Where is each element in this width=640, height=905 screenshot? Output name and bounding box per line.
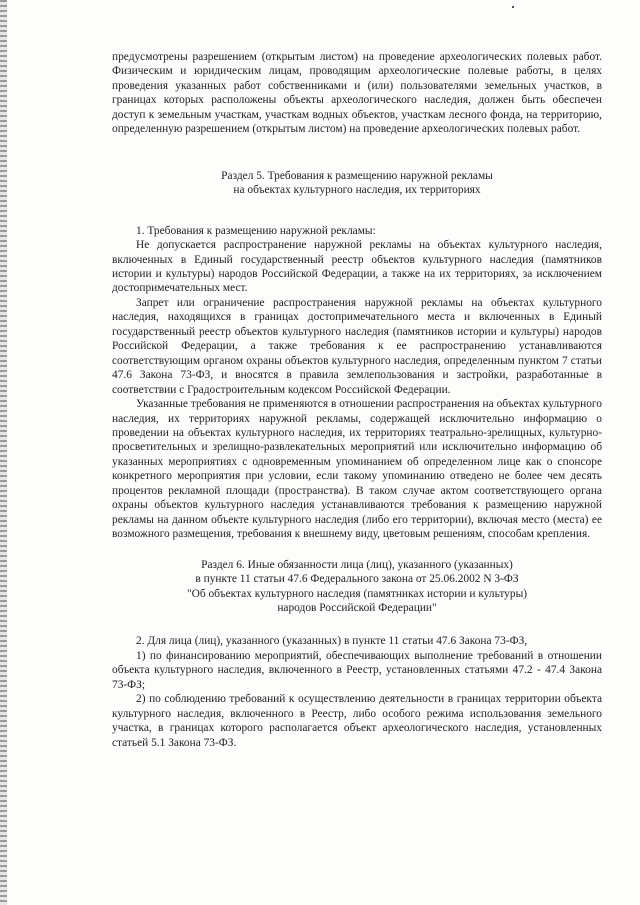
section-6-title (112, 558, 602, 616)
section-5-title-line-2: на объектах культурного наследия, их территориях (233, 184, 481, 197)
section-6-title-line-3: "Об объектах культурного наследия (памятниках истории и культуры) (186, 587, 528, 600)
section-6-title-line-4: народов Российской Федерации" (277, 601, 437, 614)
section-5-paragraph-1: Не допускается распространение наружной рекламы на объектах культурного наследия, включенных в Единый государственный реестр объектов культурного наследия (памятников истории и культуры) народов Российской Федерации, а также на их территориях, за исключением достопримечательных мест. (112, 239, 602, 295)
section-5-paragraph-3: Указанные требования не применяются в отношении распространения на объектах культурного наследия, их территориях наружной рекламы, содержащей исключительно информацию о проведении на объектах культурного наследия, их территориях театрально-зрелищных, культурно-просветительных и зрелищно-развлекательных мероприятий или исключительно информацию об указанных мероприятиях с одновременным упоминанием об определенном лице как о спонсоре конкретного мероприятия при условии, если такому упоминанию отведено не более чем десять процентов рекламной площади (пространства). В таком случае актом соответствующего органа охраны объектов культурного наследия устанавливаются требования к размещению наружной рекламы на данном объекте культурного наследия (либо его территории), включая место (места) ее возможного размещения, требования к внешнему виду, цветовым решениям, способам крепления. (112, 398, 602, 541)
section-6-paragraph-1: 1) по финансированию мероприятий, обеспечивающих выполнение требований в отношении объекта культурного наследия, включенного в Реестр, установленных статьями 47.2 - 47.4 Закона 73-ФЗ; (112, 649, 602, 691)
intro-paragraph: предусмотрены разрешением (открытым листом) на проведение археологических полевых работ. Физическим и юридическим лицам, проводящим археологические полевые работы, в целях проведения указанных работ собственниками и (или) пользователями земельных участков, в границах которых расположены объекты археологического наследия, должен быть обеспечен доступ к земельным участкам, участкам водных объектов, участкам лесного фонда, на территорию, определенную разрешением (открытым листом) на проведение археологических полевых работ. (112, 51, 602, 136)
section-6-title-line-1: Раздел 6. Иные обязанности лица (лиц), указанного (указанных) (201, 558, 513, 571)
document-body (112, 50, 602, 750)
section-6-title-line-2: в пункте 11 статьи 47.6 Федерального закона от 25.06.2002 N 3-ФЗ (195, 573, 519, 586)
section-5-title (112, 169, 602, 198)
section-5-title-line-1: Раздел 5. Требования к размещению наружной рекламы (221, 169, 493, 182)
scan-edge (0, 0, 7, 905)
section-6-paragraph-2: 2) по соблюдению требований к осуществлению деятельности в границах территории объекта культурного наследия, включенного в Реестр, либо особого режима использования земельного участка, в границах которого располагается объект археологического наследия, установленных статьей 5.1 Закона 73-ФЗ. (112, 693, 602, 749)
scan-speck (512, 6, 514, 8)
item-1-heading: 1. Требования к размещению наружной рекламы: (136, 224, 376, 237)
section-5-paragraph-2: Запрет или ограничение распространения наружной рекламы на объектах культурного наследия, находящихся в границах достопримечательного места и включенных в Единый государственный реестр объектов культурного наследия (памятников истории и культуры) народов Российской Федерации, а также требования к ее распространению устанавливаются соответствующим органом охраны объектов культурного наследия, определенным пунктом 7 статьи 47.6 Закона 73-ФЗ, и вносятся в правила землепользования и застройки, разработанные в соответствии с Градостроительным кодексом Российской Федерации. (112, 296, 602, 396)
item-2-heading: 2. Для лица (лиц), указанного (указанных) в пункте 11 статьи 47.6 Закона 73-ФЗ, (136, 635, 528, 648)
